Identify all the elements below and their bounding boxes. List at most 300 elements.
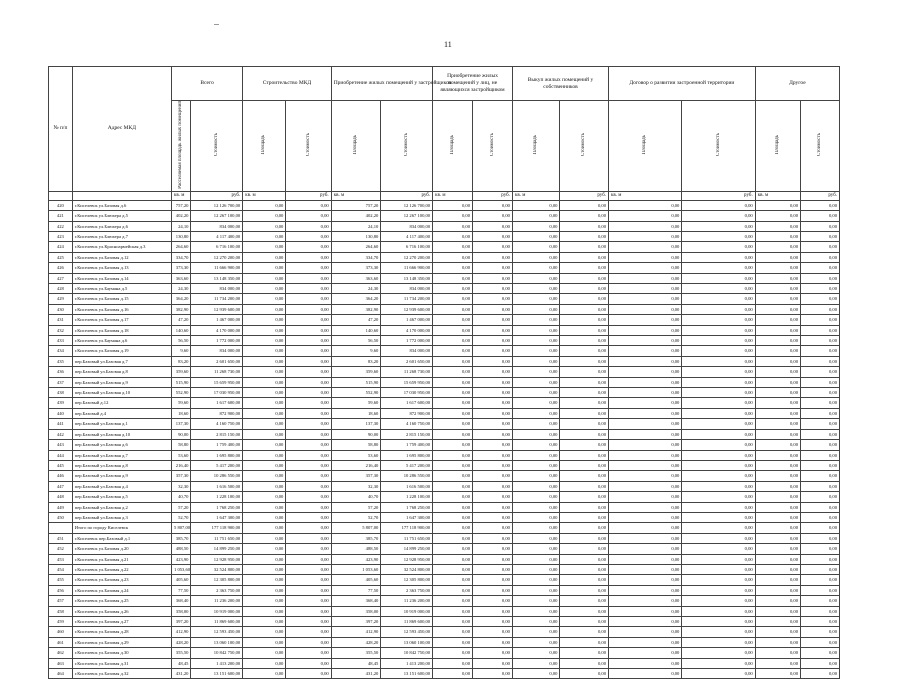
table-row	[49, 606, 840, 616]
table-row	[49, 450, 840, 460]
agreement-area: 0,00	[609, 440, 682, 450]
total-area: 56,50	[172, 336, 191, 346]
developer-cost: 1 768 250,00	[381, 502, 433, 512]
row-number: 441	[49, 419, 73, 429]
table-row	[49, 325, 840, 335]
other-area: 0,00	[755, 533, 800, 543]
construction-area: 0,00	[243, 200, 286, 210]
developer-cost: 11 236 200,00	[381, 596, 433, 606]
construction-area: 0,00	[243, 252, 286, 262]
other-area: 0,00	[755, 325, 800, 335]
nondeveloper-area: 0,00	[433, 481, 473, 491]
table-row	[49, 575, 840, 585]
other-area: 0,00	[755, 304, 800, 314]
construction-area: 0,00	[243, 294, 286, 304]
nondeveloper-area: 0,00	[433, 200, 473, 210]
nondeveloper-cost: 0,00	[473, 273, 513, 283]
developer-area: 357,30	[331, 471, 381, 481]
total-area: 1 053,60	[172, 564, 191, 574]
developer-cost: 2 815 150,00	[381, 429, 433, 439]
construction-cost: 0,00	[286, 617, 331, 627]
total-area: 58,80	[172, 440, 191, 450]
buyout-cost: 0,00	[560, 648, 609, 658]
nondeveloper-area: 0,00	[433, 221, 473, 231]
row-number: 446	[49, 471, 73, 481]
total-cost: 1 413 200,00	[191, 658, 243, 668]
other-cost: 0,00	[801, 325, 840, 335]
other-area: 0,00	[755, 419, 800, 429]
nondeveloper-cost: 0,00	[473, 669, 513, 679]
table-row	[49, 252, 840, 262]
table-row	[49, 304, 840, 314]
developer-cost: 4 117 400,00	[381, 231, 433, 241]
agreement-cost: 0,00	[682, 315, 755, 325]
total-cost: 1 772 000,00	[191, 336, 243, 346]
unit-label: кв. м	[172, 191, 191, 200]
row-address: пер.Базовый д.4	[72, 408, 171, 418]
row-number: 430	[49, 304, 73, 314]
row-number: 424	[49, 242, 73, 252]
buyout-area: 0,00	[512, 617, 559, 627]
nondeveloper-cost: 0,00	[473, 440, 513, 450]
row-number: 448	[49, 492, 73, 502]
total-cost: 1 759 400,00	[191, 440, 243, 450]
page-mark	[214, 24, 219, 25]
construction-cost: 0,00	[286, 419, 331, 429]
developer-cost: 11 751 650,00	[381, 533, 433, 543]
developer-cost: 15 659 950,00	[381, 377, 433, 387]
other-area: 0,00	[755, 221, 800, 231]
buyout-area: 0,00	[512, 336, 559, 346]
agreement-area: 0,00	[609, 388, 682, 398]
total-cost: 1 616 500,00	[191, 481, 243, 491]
unit-label: руб.	[286, 191, 331, 200]
agreement-area: 0,00	[609, 408, 682, 418]
construction-area: 0,00	[243, 419, 286, 429]
row-address: г.Киселевск ул.Базовая д.22	[72, 564, 171, 574]
nondeveloper-area: 0,00	[433, 523, 473, 533]
group-header-buyout: Выкуп жилых помещений у собственников	[512, 67, 608, 101]
other-cost: 0,00	[801, 221, 840, 231]
agreement-cost: 0,00	[682, 450, 755, 460]
nondeveloper-cost: 0,00	[473, 627, 513, 637]
nondeveloper-cost: 0,00	[473, 429, 513, 439]
buyout-cost: 0,00	[560, 388, 609, 398]
agreement-area: 0,00	[609, 356, 682, 366]
row-address: г.Киселевск ул.Базовая д.24	[72, 585, 171, 595]
nondeveloper-cost: 0,00	[473, 336, 513, 346]
total-area: 515,90	[172, 377, 191, 387]
agreement-cost: 0,00	[682, 221, 755, 231]
construction-cost: 0,00	[286, 637, 331, 647]
sub-header-8: Площадь	[512, 101, 559, 192]
total-area: 363,60	[172, 273, 191, 283]
sub-header-1: Стоимость	[191, 101, 243, 192]
construction-area: 0,00	[243, 627, 286, 637]
developer-cost: 12 267 100,00	[381, 211, 433, 221]
agreement-area: 0,00	[609, 471, 682, 481]
construction-cost: 0,00	[286, 336, 331, 346]
table-row	[49, 533, 840, 543]
total-cost: 4 117 400,00	[191, 231, 243, 241]
developer-cost: 6 716 100,00	[381, 242, 433, 252]
other-area: 0,00	[755, 512, 800, 522]
developer-cost: 5 417 200,00	[381, 460, 433, 470]
developer-cost: 1 228 100,00	[381, 492, 433, 502]
developer-area: 757,20	[331, 200, 381, 210]
row-address: г.Киселевск ул.Базовая д.25	[72, 596, 171, 606]
agreement-area: 0,00	[609, 211, 682, 221]
nondeveloper-cost: 0,00	[473, 304, 513, 314]
unit-label: кв. м	[755, 191, 800, 200]
total-cost: 1 467 000,00	[191, 315, 243, 325]
agreement-area: 0,00	[609, 429, 682, 439]
table-row	[49, 492, 840, 502]
buyout-cost: 0,00	[560, 606, 609, 616]
row-address: пер.Базовый ул.Базовая д.8	[72, 367, 171, 377]
buyout-area: 0,00	[512, 564, 559, 574]
buyout-cost: 0,00	[560, 554, 609, 564]
other-area: 0,00	[755, 242, 800, 252]
total-cost: 11 869 600,00	[191, 617, 243, 627]
row-number: 452	[49, 544, 73, 554]
construction-cost: 0,00	[286, 221, 331, 231]
table-row	[49, 669, 840, 679]
other-cost: 0,00	[801, 502, 840, 512]
row-number: 459	[49, 617, 73, 627]
agreement-cost: 0,00	[682, 294, 755, 304]
construction-cost: 0,00	[286, 242, 331, 252]
agreement-area: 0,00	[609, 294, 682, 304]
sub-header-7: Стоимость	[473, 101, 513, 192]
developer-area: 56,50	[331, 336, 381, 346]
construction-area: 0,00	[243, 377, 286, 387]
construction-area: 0,00	[243, 658, 286, 668]
row-number: 432	[49, 325, 73, 335]
buyout-cost: 0,00	[560, 471, 609, 481]
row-address: г.Киселевск ул.Базовая д.23	[72, 575, 171, 585]
buyout-cost: 0,00	[560, 211, 609, 221]
row-number: 447	[49, 481, 73, 491]
agreement-area: 0,00	[609, 346, 682, 356]
agreement-area: 0,00	[609, 492, 682, 502]
buyout-cost: 0,00	[560, 252, 609, 262]
nondeveloper-area: 0,00	[433, 460, 473, 470]
developer-cost: 14 899 250,00	[381, 544, 433, 554]
developer-cost: 834 000,00	[381, 284, 433, 294]
row-number: 439	[49, 398, 73, 408]
total-area: 382,90	[172, 304, 191, 314]
developer-area: 130,80	[331, 231, 381, 241]
agreement-area: 0,00	[609, 544, 682, 554]
developer-cost: 10 919 000,00	[381, 606, 433, 616]
construction-area: 0,00	[243, 554, 286, 564]
total-area: 216,40	[172, 460, 191, 470]
row-number: 457	[49, 596, 73, 606]
construction-area: 0,00	[243, 221, 286, 231]
nondeveloper-cost: 0,00	[473, 492, 513, 502]
agreement-cost: 0,00	[682, 585, 755, 595]
table-row	[49, 440, 840, 450]
agreement-area: 0,00	[609, 669, 682, 679]
other-cost: 0,00	[801, 450, 840, 460]
other-cost: 0,00	[801, 263, 840, 273]
nondeveloper-cost: 0,00	[473, 585, 513, 595]
developer-area: 431,20	[331, 669, 381, 679]
sub-header-4: Площадь	[331, 101, 381, 192]
buyout-cost: 0,00	[560, 408, 609, 418]
table-row	[49, 429, 840, 439]
total-cost: 11 666 900,00	[191, 263, 243, 273]
buyout-area: 0,00	[512, 377, 559, 387]
buyout-area: 0,00	[512, 429, 559, 439]
buyout-area: 0,00	[512, 200, 559, 210]
developer-cost: 1 695 800,00	[381, 450, 433, 460]
row-address: г.Киселевск ул.Блюхера д.6	[72, 221, 171, 231]
construction-cost: 0,00	[286, 263, 331, 273]
agreement-area: 0,00	[609, 512, 682, 522]
table-row	[49, 658, 840, 668]
agreement-cost: 0,00	[682, 325, 755, 335]
construction-area: 0,00	[243, 315, 286, 325]
buyout-area: 0,00	[512, 398, 559, 408]
agreement-cost: 0,00	[682, 398, 755, 408]
other-cost: 0,00	[801, 356, 840, 366]
row-address: г.Киселевск ул.Базовая д.32	[72, 669, 171, 679]
nondeveloper-cost: 0,00	[473, 315, 513, 325]
nondeveloper-area: 0,00	[433, 419, 473, 429]
developer-cost: 1 759 400,00	[381, 440, 433, 450]
total-cost: 834 000,00	[191, 221, 243, 231]
nondeveloper-cost: 0,00	[473, 242, 513, 252]
nondeveloper-area: 0,00	[433, 252, 473, 262]
total-area: 90,00	[172, 429, 191, 439]
construction-cost: 0,00	[286, 273, 331, 283]
developer-cost: 1 772 000,00	[381, 336, 433, 346]
unit-label: кв. м	[243, 191, 286, 200]
construction-cost: 0,00	[286, 388, 331, 398]
agreement-cost: 0,00	[682, 492, 755, 502]
agreement-cost: 0,00	[682, 637, 755, 647]
other-area: 0,00	[755, 502, 800, 512]
nondeveloper-cost: 0,00	[473, 263, 513, 273]
developer-area: 53,60	[331, 450, 381, 460]
other-cost: 0,00	[801, 336, 840, 346]
other-area: 0,00	[755, 408, 800, 418]
other-area: 0,00	[755, 284, 800, 294]
row-number: 456	[49, 585, 73, 595]
col-address-header: Адрес МКД	[72, 67, 171, 192]
other-area: 0,00	[755, 211, 800, 221]
total-area: 24,30	[172, 284, 191, 294]
construction-area: 0,00	[243, 211, 286, 221]
developer-cost: 1 467 000,00	[381, 315, 433, 325]
other-cost: 0,00	[801, 471, 840, 481]
buyout-area: 0,00	[512, 273, 559, 283]
developer-cost: 17 030 950,00	[381, 388, 433, 398]
agreement-cost: 0,00	[682, 523, 755, 533]
row-number: 427	[49, 273, 73, 283]
other-area: 0,00	[755, 544, 800, 554]
other-area: 0,00	[755, 637, 800, 647]
agreement-area: 0,00	[609, 637, 682, 647]
buyout-cost: 0,00	[560, 304, 609, 314]
buyout-area: 0,00	[512, 533, 559, 543]
buyout-cost: 0,00	[560, 336, 609, 346]
agreement-area: 0,00	[609, 658, 682, 668]
developer-area: 397,20	[331, 617, 381, 627]
other-cost: 0,00	[801, 315, 840, 325]
nondeveloper-cost: 0,00	[473, 596, 513, 606]
construction-area: 0,00	[243, 429, 286, 439]
nondeveloper-area: 0,00	[433, 440, 473, 450]
unit-label: руб.	[191, 191, 243, 200]
row-address: г.Киселевск ул.Базовая д.14	[72, 273, 171, 283]
total-area: 385,70	[172, 533, 191, 543]
agreement-cost: 0,00	[682, 388, 755, 398]
row-number: 420	[49, 200, 73, 210]
nondeveloper-area: 0,00	[433, 336, 473, 346]
row-address: пер.Базовый ул.Базовая д.4	[72, 481, 171, 491]
table-row	[49, 377, 840, 387]
nondeveloper-cost: 0,00	[473, 544, 513, 554]
total-cost: 12 305 800,00	[191, 575, 243, 585]
table-row	[49, 263, 840, 273]
group-header-purchase-developer: Приобретение жилых помещений у застройщиков	[331, 67, 432, 101]
construction-cost: 0,00	[286, 398, 331, 408]
construction-area: 0,00	[243, 356, 286, 366]
construction-cost: 0,00	[286, 471, 331, 481]
buyout-cost: 0,00	[560, 533, 609, 543]
nondeveloper-cost: 0,00	[473, 398, 513, 408]
row-number: 461	[49, 637, 73, 647]
buyout-cost: 0,00	[560, 221, 609, 231]
total-area: 364,20	[172, 294, 191, 304]
other-cost: 0,00	[801, 211, 840, 221]
agreement-cost: 0,00	[682, 596, 755, 606]
total-area: 359,60	[172, 367, 191, 377]
nondeveloper-area: 0,00	[433, 492, 473, 502]
developer-cost: 1 616 500,00	[381, 481, 433, 491]
row-address: пер.Базовый ул.Базовая д.9	[72, 377, 171, 387]
table-row	[49, 231, 840, 241]
nondeveloper-cost: 0,00	[473, 346, 513, 356]
total-area: 397,20	[172, 617, 191, 627]
total-area: 52,70	[172, 512, 191, 522]
nondeveloper-cost: 0,00	[473, 450, 513, 460]
nondeveloper-area: 0,00	[433, 648, 473, 658]
construction-cost: 0,00	[286, 294, 331, 304]
agreement-cost: 0,00	[682, 617, 755, 627]
developer-area: 24,30	[331, 284, 381, 294]
row-address: г.Киселевск ул.Блюхера д.5	[72, 211, 171, 221]
other-area: 0,00	[755, 294, 800, 304]
developer-area: 137,30	[331, 419, 381, 429]
table-row	[49, 523, 840, 533]
total-area: 47,20	[172, 315, 191, 325]
agreement-cost: 0,00	[682, 575, 755, 585]
nondeveloper-area: 0,00	[433, 325, 473, 335]
construction-cost: 0,00	[286, 669, 331, 679]
construction-area: 0,00	[243, 336, 286, 346]
agreement-area: 0,00	[609, 533, 682, 543]
developer-area: 358,00	[331, 606, 381, 616]
table-row	[49, 211, 840, 221]
buyout-area: 0,00	[512, 408, 559, 418]
buyout-area: 0,00	[512, 263, 559, 273]
table-row	[49, 419, 840, 429]
other-cost: 0,00	[801, 242, 840, 252]
developer-area: 334,70	[331, 252, 381, 262]
developer-cost: 11 734 200,00	[381, 294, 433, 304]
other-cost: 0,00	[801, 617, 840, 627]
nondeveloper-cost: 0,00	[473, 231, 513, 241]
agreement-cost: 0,00	[682, 648, 755, 658]
agreement-cost: 0,00	[682, 242, 755, 252]
construction-cost: 0,00	[286, 304, 331, 314]
buyout-cost: 0,00	[560, 419, 609, 429]
agreement-cost: 0,00	[682, 304, 755, 314]
total-cost: 1 228 100,00	[191, 492, 243, 502]
table-row	[49, 294, 840, 304]
buyout-area: 0,00	[512, 606, 559, 616]
developer-cost: 13 151 600,00	[381, 669, 433, 679]
nondeveloper-area: 0,00	[433, 398, 473, 408]
agreement-cost: 0,00	[682, 481, 755, 491]
agreement-area: 0,00	[609, 367, 682, 377]
unit-label: руб.	[801, 191, 840, 200]
agreement-area: 0,00	[609, 315, 682, 325]
construction-area: 0,00	[243, 575, 286, 585]
other-cost: 0,00	[801, 398, 840, 408]
unit-label: руб.	[473, 191, 513, 200]
other-cost: 0,00	[801, 388, 840, 398]
total-cost: 834 000,00	[191, 346, 243, 356]
row-number: 437	[49, 377, 73, 387]
construction-cost: 0,00	[286, 564, 331, 574]
total-cost: 11 734 200,00	[191, 294, 243, 304]
other-cost: 0,00	[801, 481, 840, 491]
sub-header-10: Площадь	[609, 101, 682, 192]
table-row	[49, 356, 840, 366]
table-row	[49, 200, 840, 210]
total-area: 357,30	[172, 471, 191, 481]
table-row	[49, 648, 840, 658]
developer-area: 515,90	[331, 377, 381, 387]
total-cost: 14 899 250,00	[191, 544, 243, 554]
agreement-area: 0,00	[609, 585, 682, 595]
construction-area: 0,00	[243, 450, 286, 460]
agreement-area: 0,00	[609, 336, 682, 346]
other-cost: 0,00	[801, 460, 840, 470]
other-area: 0,00	[755, 471, 800, 481]
developer-area: 77,50	[331, 585, 381, 595]
agreement-cost: 0,00	[682, 440, 755, 450]
construction-area: 0,00	[243, 512, 286, 522]
nondeveloper-area: 0,00	[433, 242, 473, 252]
construction-area: 0,00	[243, 273, 286, 283]
row-address: пер.Базовый ул.Базовая д.6	[72, 440, 171, 450]
developer-area: 363,60	[331, 273, 381, 283]
table-row	[49, 408, 840, 418]
total-area: 428,20	[172, 637, 191, 647]
total-cost: 4 160 750,00	[191, 419, 243, 429]
total-area: 373,30	[172, 263, 191, 273]
buyout-cost: 0,00	[560, 544, 609, 554]
developer-cost: 2 363 750,00	[381, 585, 433, 595]
agreement-area: 0,00	[609, 606, 682, 616]
agreement-cost: 0,00	[682, 627, 755, 637]
